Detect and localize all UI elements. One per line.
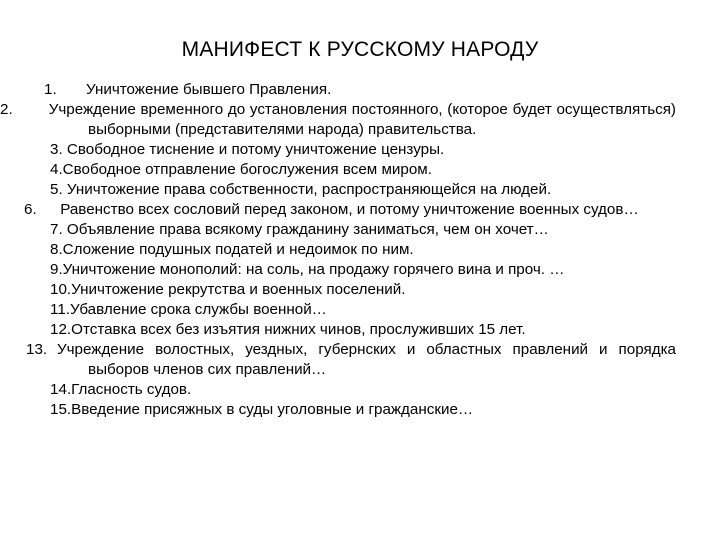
item-number: 11. — [50, 301, 70, 318]
item-number: 4. — [50, 161, 63, 178]
list-item: 13. Учреждение волостных, уездных, губернских и областных правлений и порядка выборов членов сих правлений… — [26, 341, 676, 378]
item-text: Учреждение временного до установления постоянного, (которое будет осуществляться) выборными (представителями народа) правительства. — [48, 101, 676, 138]
list-item — [44, 80, 676, 100]
list-item — [44, 140, 676, 160]
item-text: Свободное отправление богослужения всем миром. — [62, 161, 432, 178]
item-number: 14. — [50, 381, 72, 398]
list-item — [44, 400, 676, 420]
item-text: Учреждение волостных, уездных, губернских и областных правлений и порядка выборов членов сих правлений… — [57, 341, 676, 378]
item-text: Уничтожение монополий: на соль, на продажу горячего вина и проч. … — [62, 261, 565, 278]
item-text: Свободное тиснение и потому уничтожение цензуры. — [66, 141, 445, 158]
item-number: 15. — [50, 401, 72, 418]
list-item — [44, 320, 676, 340]
item-text: Уничтожение права собственности, распространяющейся на людей. — [66, 181, 552, 198]
item-number: 1. — [44, 81, 57, 98]
item-number: 9. — [50, 261, 63, 278]
item-text: Равенство всех сословий перед законом, и потому уничтожение военных судов… — [60, 201, 639, 218]
list-item — [44, 280, 676, 300]
item-number: 7. — [50, 221, 63, 238]
item-text: Отставка всех без изъятия нижних чинов, прослуживших 15 лет. — [71, 321, 526, 338]
item-text: Уничтожение рекрутства и военных поселений. — [71, 281, 406, 298]
item-text: Введение присяжных в суды уголовные и гражданские… — [71, 401, 474, 418]
list-item: 6. Равенство всех сословий перед законом, и потому уничтожение военных судов… — [24, 201, 639, 218]
item-number: 5. — [50, 181, 63, 198]
list-item: 2. Учреждение временного до установления постоянного, (которое будет осуществляться) выборными (представителями народа) правительства. — [0, 101, 676, 138]
item-text: Сложение подушных податей и недоимок по ним. — [62, 241, 414, 258]
list-item — [44, 220, 676, 240]
list-item — [44, 240, 676, 260]
list-item — [44, 260, 676, 280]
item-text: Уничтожение бывшего Правления. — [86, 81, 332, 98]
item-number: 10. — [50, 281, 72, 298]
item-text: Гласность судов. — [71, 381, 192, 398]
manifest-list — [0, 80, 676, 420]
list-item — [44, 300, 676, 320]
item-text: Убавление срока службы военной… — [70, 301, 327, 318]
item-number: 8. — [50, 241, 63, 258]
item-number: 12. — [50, 321, 72, 338]
list-item — [44, 160, 676, 180]
list-item — [44, 380, 676, 400]
page-title: МАНИФЕСТ К РУССКОМУ НАРОДУ — [181, 38, 539, 61]
item-number: 3. — [50, 141, 63, 158]
list-item — [44, 180, 676, 200]
item-text: Объявление права всякому гражданину заниматься, чем он хочет… — [66, 221, 549, 238]
